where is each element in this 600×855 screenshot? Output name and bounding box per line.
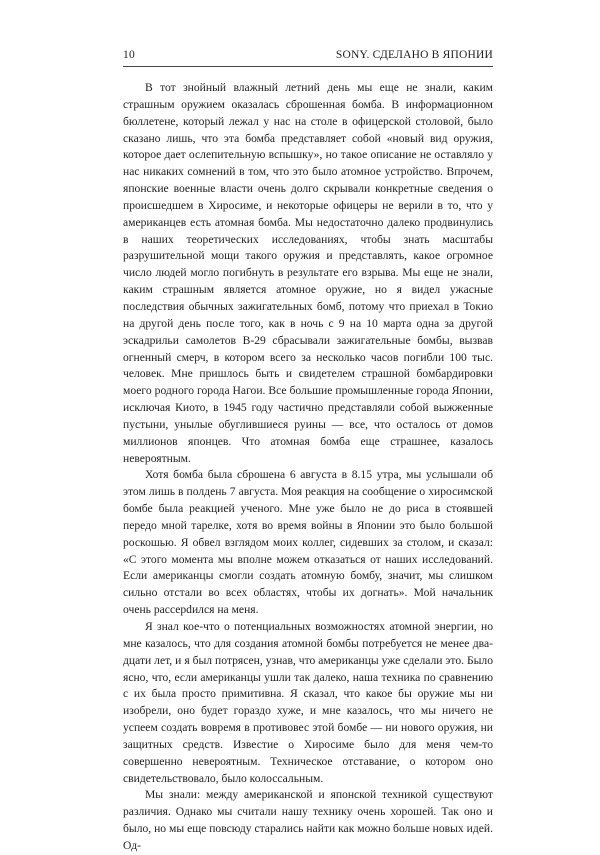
header-rule	[123, 66, 493, 67]
paragraph-1: В тот знойный влажный летний день мы еще не знали, каким страшным оружием оказалась сброшенная бомба. В информационном бюллетене, который лежал у нас на столе в офицерской столовой, было сказано лишь, что эта бомба представляет собой «новый вид оружия, которое дает ослепительную вспышку», но такое описание не оставляло у нас никаких сомнений в том, что это было атомное устройство. Впрочем, японские военные власти очень долго скрывали конкретные сведения о происшедшем в Хиросиме, и некоторые офицеры не верили в то, что у американцев есть атомная бомба. Мы недостаточно далеко продвинулись в наших теоретических исследованиях, чтобы знать масштабы разрушительной мощи такого оружия и представлять, какое огромное число людей могло погибнуть в результате его взрыва. Мы еще не знали, каким страшным является атомное оружие, но я видел ужасные последствия обычных зажигательных бомб, потому что приехал в Токио на другой день после того, как в ночь с 9 на 10 марта одна за другой эскадрильи самолетов B-29 сбрасывали зажигательные бомбы, вызвав огненный смерч, в котором всего за несколько часов погибли 100 тыс. человек. Мне пришлось быть и свидетелем страшной бомбардировки моего родного города Нагои. Все большие промышленные города Японии, исключая Киото, в 1945 году частично представляли собой выжженные пустыни, унылые обуглившиеся руины — все, что осталось от домов миллионов японцев. Что атомная бомба еще страшнее, казалось невероятным.	[123, 81, 493, 465]
page-number: 10	[123, 49, 135, 61]
paragraph-4: Мы знали: между американской и японской техникой существуют различия. Однако мы считали нашу технику очень хорошей. Так оно и было, но мы еще повсюду старались найти как можно больше новых идей. Од-	[123, 788, 493, 852]
paragraph-2: Хотя бомба была сброшена 6 августа в 8.15 утра, мы услышали об этом лишь в полдень 7 августа. Моя реакция на сообщение о хиросимской бомбе была реакцией ученого. Мне уже было не до риса в стоявшей передо мной тарелке, хотя во время войны в Японии это было большой роскошью. Я обвел взглядом моих коллег, сидевших за столом, и сказал: «С этого момента мы вполне можем отказаться от наших исследований. Если американцы смогли создать атомную бомбу, значит, мы слишком сильно отстали во всех областях, чтобы их догнать». Мой начальник очень рассерdился на меня.	[123, 468, 493, 617]
text-body	[123, 80, 493, 855]
page-header	[123, 49, 493, 65]
paragraph-3: Я знал кое-что о потенциальных возможностях атомной энергии, но мне казалось, что для создания атомной бомбы потребуется не менее двадцати лет, и я был потрясен, узнав, что американцы уже сделали это. Было ясно, что, если американцы ушли так далеко, наша техника по сравнению с их была просто примитивна. Я сказал, что какое бы оружие мы ни изобрели, оно будет гораздо хуже, и мне казалось, что мы ничего не успеем создать вовремя в противовес этой бомбе — ни нового оружия, ни защитных средств. Известие о Хиросиме было для меня чем-то совершенно невероятным. Техническое отставание, о котором оно свидетельствовало, было колоссальным.	[123, 620, 493, 785]
running-title: SONY. СДЕЛАНО В ЯПОНИИ	[335, 49, 493, 61]
